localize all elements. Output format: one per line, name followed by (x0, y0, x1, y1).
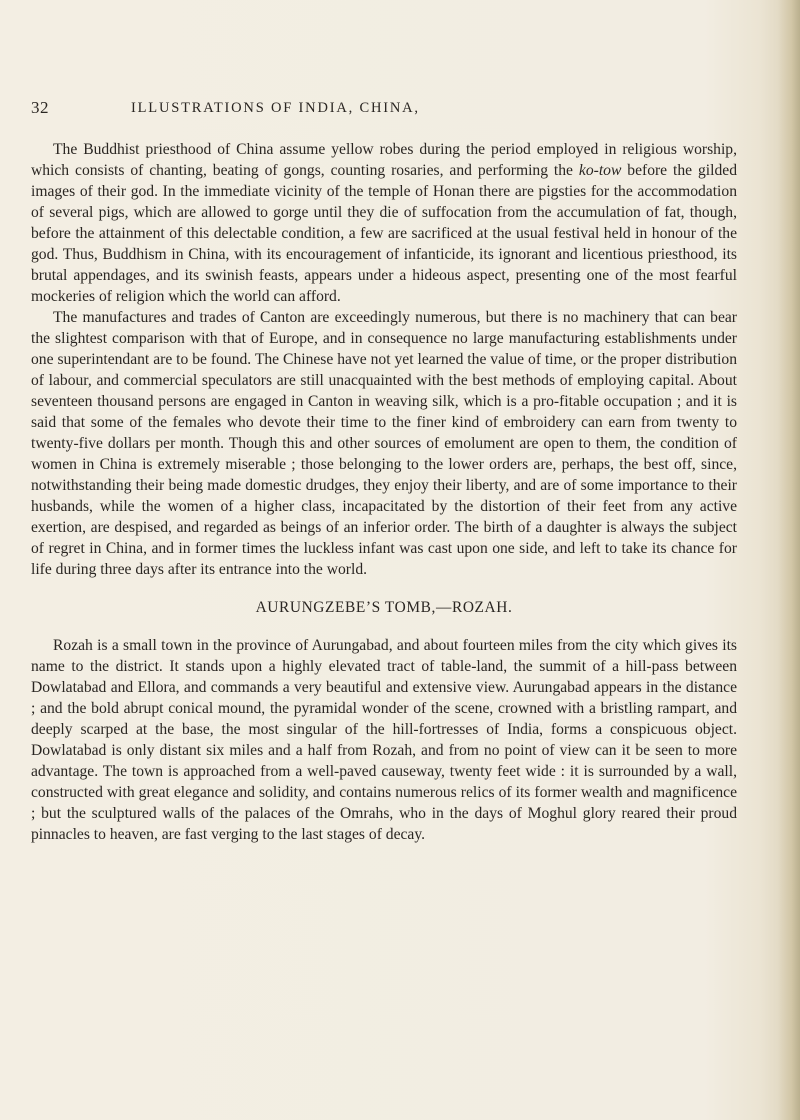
paragraph-canton-manufactures: The manufactures and trades of Canton are exceedingly numerous, but there is no machinery that can bear the slightest comparison with that of Europe, and in consequence no large manufacturing establishments under one superintendant are to be found. The Chinese have not yet learned the value of time, or the proper distribution of labour, and commercial speculators are still unacquainted with the best methods of employing capital. About seventeen thousand persons are engaged in Canton in weaving silk, which is a pro-fitable occupation ; and it is said that some of the females who devote their time to the finer kind of embroidery can earn from twenty to twenty-five dollars per month. Though this and other sources of emolument are open to them, the condition of women in China is extremely miserable ; those belonging to the lower orders are, perhaps, the best off, since, notwithstanding their being made domestic drudges, they enjoy their liberty, and are of some importance to their husbands, while the women of a higher class, incapacitated by the distortion of their feet from any active exertion, are despised, and regarded as beings of an inferior order. The birth of a daughter is always the subject of regret in China, and in former times the luckless infant was cast upon one side, and left to take its chance for life during three days after its entrance into the world. (31, 309, 737, 578)
body-text (31, 139, 737, 845)
paragraph-text: The Buddhist priesthood of China assume yellow robes during the period employed in religious worship, which consists of chanting, beating of gongs, counting rosaries, and performing the (31, 141, 737, 179)
italic-term: ko-tow (578, 162, 622, 179)
page-number: 32 (31, 98, 49, 117)
paragraph-text: before the gilded images of their god. In the immediate vicinity of the temple of Honan there are pigsties for the accommodation of several pigs, which are allowed to gorge until they die of suffocation from the accumulation of fat, though, before the attainment of this delectable condition, a few are sacrificed at the usual festival held in honour of the god. Thus, Buddhism in China, with its encouragement of infanticide, its ignorant and licentious priesthood, its brutal appendages, and its swinish feasts, appears under a hideous aspect, presenting one of the most fearful mockeries of religion which the world can afford. (31, 162, 737, 305)
page-edge-shadow (778, 0, 800, 1120)
page-header (31, 98, 731, 124)
paragraph-buddhist-priesthood (31, 139, 737, 307)
running-head: ILLUSTRATIONS OF INDIA, CHINA, (131, 100, 420, 116)
section-heading: AURUNGZEBE’S TOMB,—ROZAH. (255, 599, 513, 616)
paragraph-rozah: Rozah is a small town in the province of Aurungabad, and about fourteen miles from the city which gives its name to the district. It stands upon a highly elevated tract of table-land, the summit of a hill-pass between Dowlatabad and Ellora, and commands a very beautiful and extensive view. Aurungabad appears in the distance ; and the bold abrupt conical mound, the pyramidal wonder of the scene, crowned with a bristling rampart, and deeply scarped at the base, the most singular of the hill-fortresses of India, forms a conspicuous object. Dowlatabad is only distant six miles and a half from Rozah, and from no point of view can it be seen to more advantage. The town is approached from a well-paved causeway, twenty feet wide : it is surrounded by a wall, constructed with great elegance and solidity, and contains numerous relics of its former wealth and magnificence ; but the sculptured walls of the palaces of the Omrahs, who in the days of Moghul glory reared their proud pinnacles to heaven, are fast verging to the last stages of decay. (31, 637, 737, 843)
